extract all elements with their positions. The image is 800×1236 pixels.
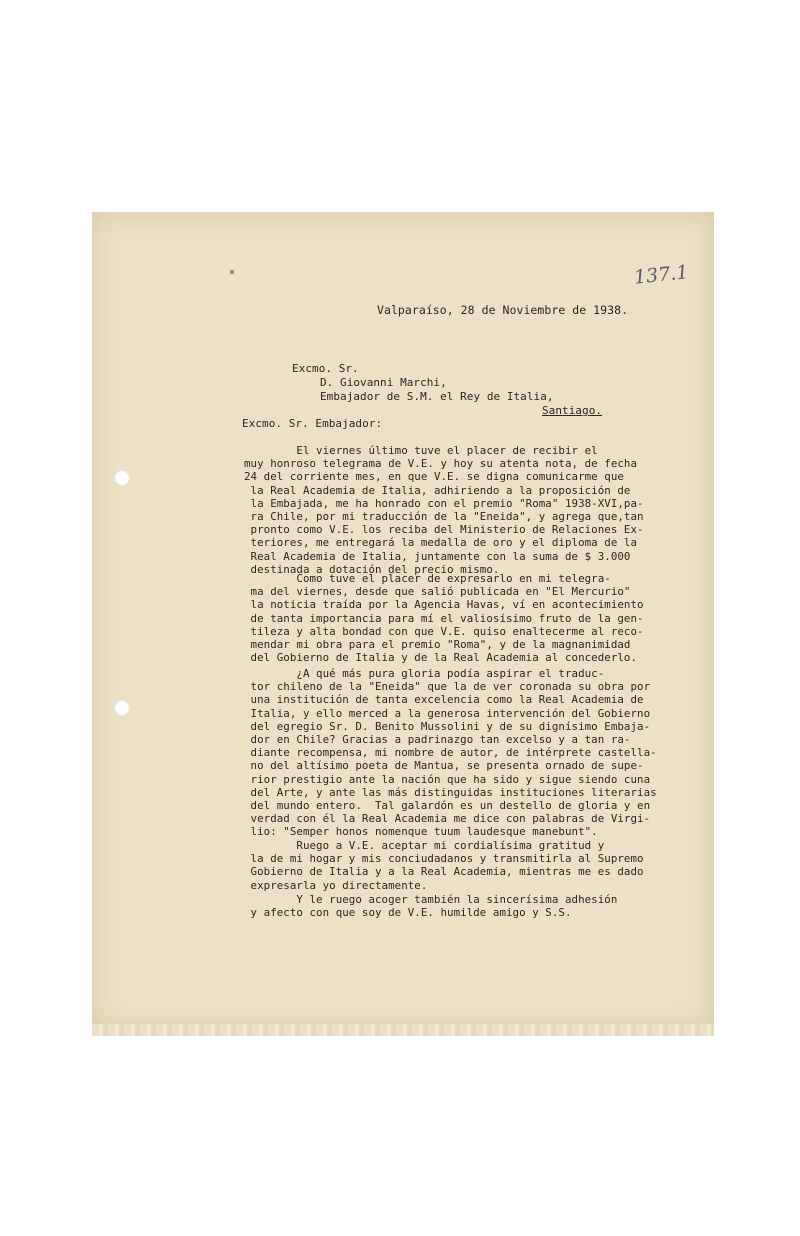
body-paragraph: Como tuve el placer de expresarlo en mi telegra- ma del viernes, desde que salió publicada en "El Mercurio" la noticia traída por la Agencia Havas, ví en acontecimiento de tanta importancia para mí el valiosísimo fruto de la gen- tileza y alta bondad con que V.E. quiso enaltecerme al reco- mendar mi obra para el premio "Roma", y de la magnanimidad del Gobierno de Italia y de la Real Academia al concederlo. — [250, 572, 644, 665]
addressee-city: Santiago. — [542, 404, 603, 417]
addressee-position: Embajador de S.M. el Rey de Italia, — [320, 390, 554, 403]
letter-date: Valparaíso, 28 de Noviembre de 1938. — [377, 303, 629, 317]
punch-hole — [114, 470, 130, 486]
body-paragraph: Y le ruego acoger también la sincerísima adhesión y afecto con que soy de V.E. humilde amigo y S.S. — [250, 893, 618, 920]
paper-speck — [230, 270, 234, 274]
salutation: Excmo. Sr. Embajador: — [242, 417, 383, 430]
addressee-title: Excmo. Sr. — [292, 362, 359, 375]
body-paragraph: ¿A qué más pura gloria podía aspirar el traduc- tor chileno de la "Eneida" que la de ver coronada su obra por una institución de tanta excelencia como la Real Academia de Italia, y ello merced a la generosa intervención del Gobierno del egregio Sr. D. Benito Mussolini y de su dignísimo Embaja- dor en Chile? Gracias a padrinazgo tan excelso y a tan ra- diante recompensa, mi nombre de autor, de intérprete castella- no del altísimo poeta de Mantua, se presenta ornado de supe- rior prestigio ante la nación que ha sido y sigue siendo cuna del Arte, y ante las más distinguidas instituciones literarias del mundo entero. Tal galardón es un destello de gloria y en verdad con él la Real Academia me dice con palabras de Virgi- lio: "Semper honos nomenque tuum laudesque manebunt". — [250, 667, 657, 839]
archive-reference-number: 137.1 — [632, 261, 690, 289]
letter-page — [92, 212, 714, 1030]
addressee-block — [292, 362, 602, 418]
body-paragraph: Ruego a V.E. aceptar mi cordialísima gratitud y la de mi hogar y mis conciudadanos y transmitirla al Supremo Gobierno de Italia y a la Real Academia, mientras me es dado expresarla yo directamente. — [250, 839, 644, 892]
body-paragraph: El viernes último tuve el placer de recibir el muy honroso telegrama de V.E. y hoy su atenta nota, de fecha 24 del corriente mes, en que V.E. se digna comunicarme que la Real Academia de Italia, adhiriendo a la proposición de la Embajada, me ha honrado con el premio "Roma" 1938-XVI,pa- ra Chile, por mi traducción de la "Eneida", y agrega que,tan pronto como V.E. los reciba del Ministerio de Relaciones Ex- teriores, me entregará la medalla de oro y el diploma de la Real Academia de Italia, juntamente con la suma de $ 3.000 destinada a dotación del precio mismo. — [244, 444, 644, 576]
punch-hole — [114, 700, 130, 716]
addressee-name: D. Giovanni Marchi, — [320, 376, 447, 389]
torn-edge — [92, 1024, 714, 1036]
